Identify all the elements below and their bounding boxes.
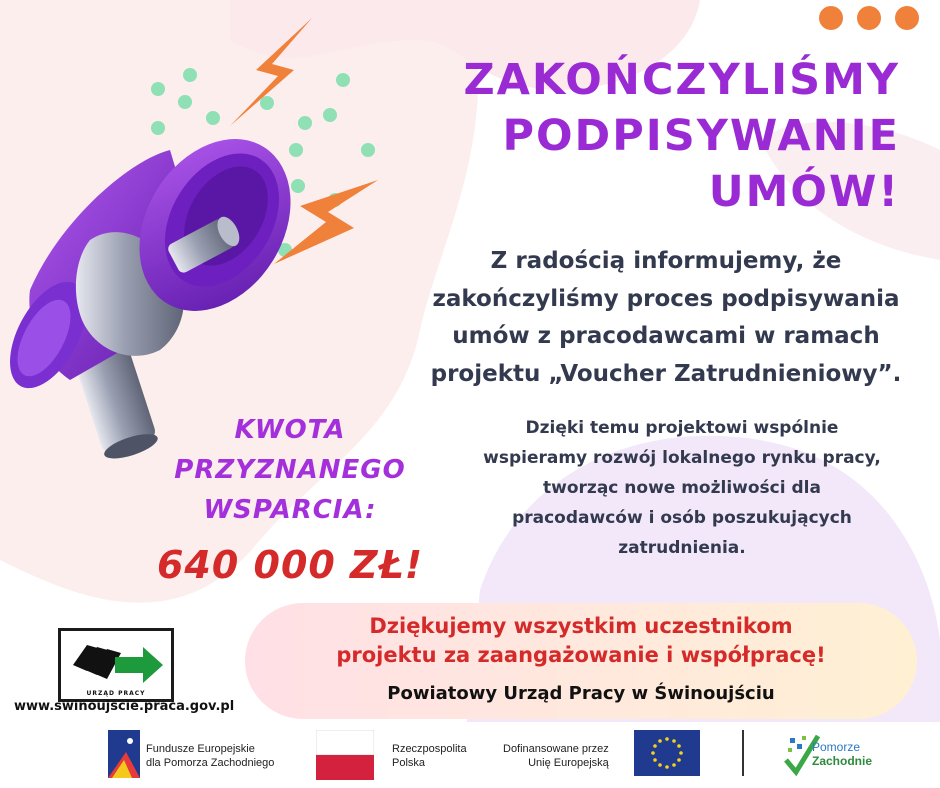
- support-label-line: PRZYZNANEGO: [174, 455, 406, 485]
- polish-flag-icon: [316, 730, 374, 780]
- logo-label: URZĄD PRACY: [86, 690, 146, 697]
- intro-line: Z radością informujemy, że: [490, 248, 842, 274]
- eu-funds-logo: [108, 730, 140, 778]
- decorative-dot: [819, 6, 843, 30]
- intro-line: projektu „Voucher Zatrudnieniowy”.: [430, 360, 902, 387]
- poland-line: Polska: [392, 757, 426, 769]
- poland-text: [392, 742, 467, 770]
- support-label-line: WSPARCIA:: [203, 495, 377, 525]
- eu-flag-icon: [634, 730, 700, 776]
- thanks-line: projektu za zaangażowanie i współpracę!: [336, 643, 826, 667]
- intro-paragraph: [406, 243, 926, 393]
- description-line: tworząc nowe możliwości dla: [543, 478, 821, 498]
- eu-funds-line: Fundusze Europejskie: [146, 743, 255, 755]
- intro-line: zakończyliśmy proces podpisywania: [432, 285, 900, 312]
- pomorze-line: Zachodnie: [812, 754, 873, 768]
- title-line: UMÓW!: [708, 167, 900, 217]
- description-line: Dzięki temu projektowi wspólnie: [525, 418, 839, 438]
- eu-cofinanced-line: Unię Europejską: [528, 757, 609, 769]
- description-line: wspieramy rozwój lokalnego rynku pracy,: [483, 448, 881, 468]
- thanks-line: Dziękujemy wszystkim uczestnikom: [369, 614, 793, 638]
- decorative-dot: [857, 6, 881, 30]
- lightning-bolt-icon: [226, 18, 316, 128]
- eu-funds-line: dla Pomorza Zachodniego: [146, 757, 275, 769]
- website-link[interactable]: www.swinoujscie.praca.gov.pl: [14, 699, 235, 714]
- description-line: zatrudnienia.: [618, 538, 746, 558]
- pomorze-text: [812, 740, 872, 768]
- arrow-right-icon: [65, 635, 165, 687]
- eu-cofinanced-text: [503, 742, 609, 770]
- divider: [742, 730, 744, 776]
- support-label-line: KWOTA: [234, 415, 346, 445]
- office-logo: [58, 628, 174, 702]
- title-line: PODPISYWANIE: [502, 111, 900, 161]
- pomorze-line: Pomorze: [812, 740, 861, 754]
- thanks-message: [245, 612, 917, 670]
- poland-line: Rzeczpospolita: [392, 743, 467, 755]
- description-line: pracodawców i osób poszukujących: [512, 508, 852, 528]
- eu-funds-text: [146, 742, 274, 770]
- eu-cofinanced-line: Dofinansowane przez: [503, 743, 609, 755]
- intro-line: umów z pracodawcami w ramach: [452, 323, 880, 349]
- office-name: Powiatowy Urząd Pracy w Świnoujściu: [387, 683, 775, 704]
- support-amount: 640 000 ZŁ!: [156, 543, 424, 587]
- decorative-dot: [895, 6, 919, 30]
- funding-logos-bar: [0, 722, 940, 788]
- description-paragraph: [452, 413, 912, 563]
- page-title: [380, 52, 900, 220]
- support-label: [130, 410, 450, 530]
- title-line: ZAKOŃCZYLIŚMY: [463, 55, 900, 105]
